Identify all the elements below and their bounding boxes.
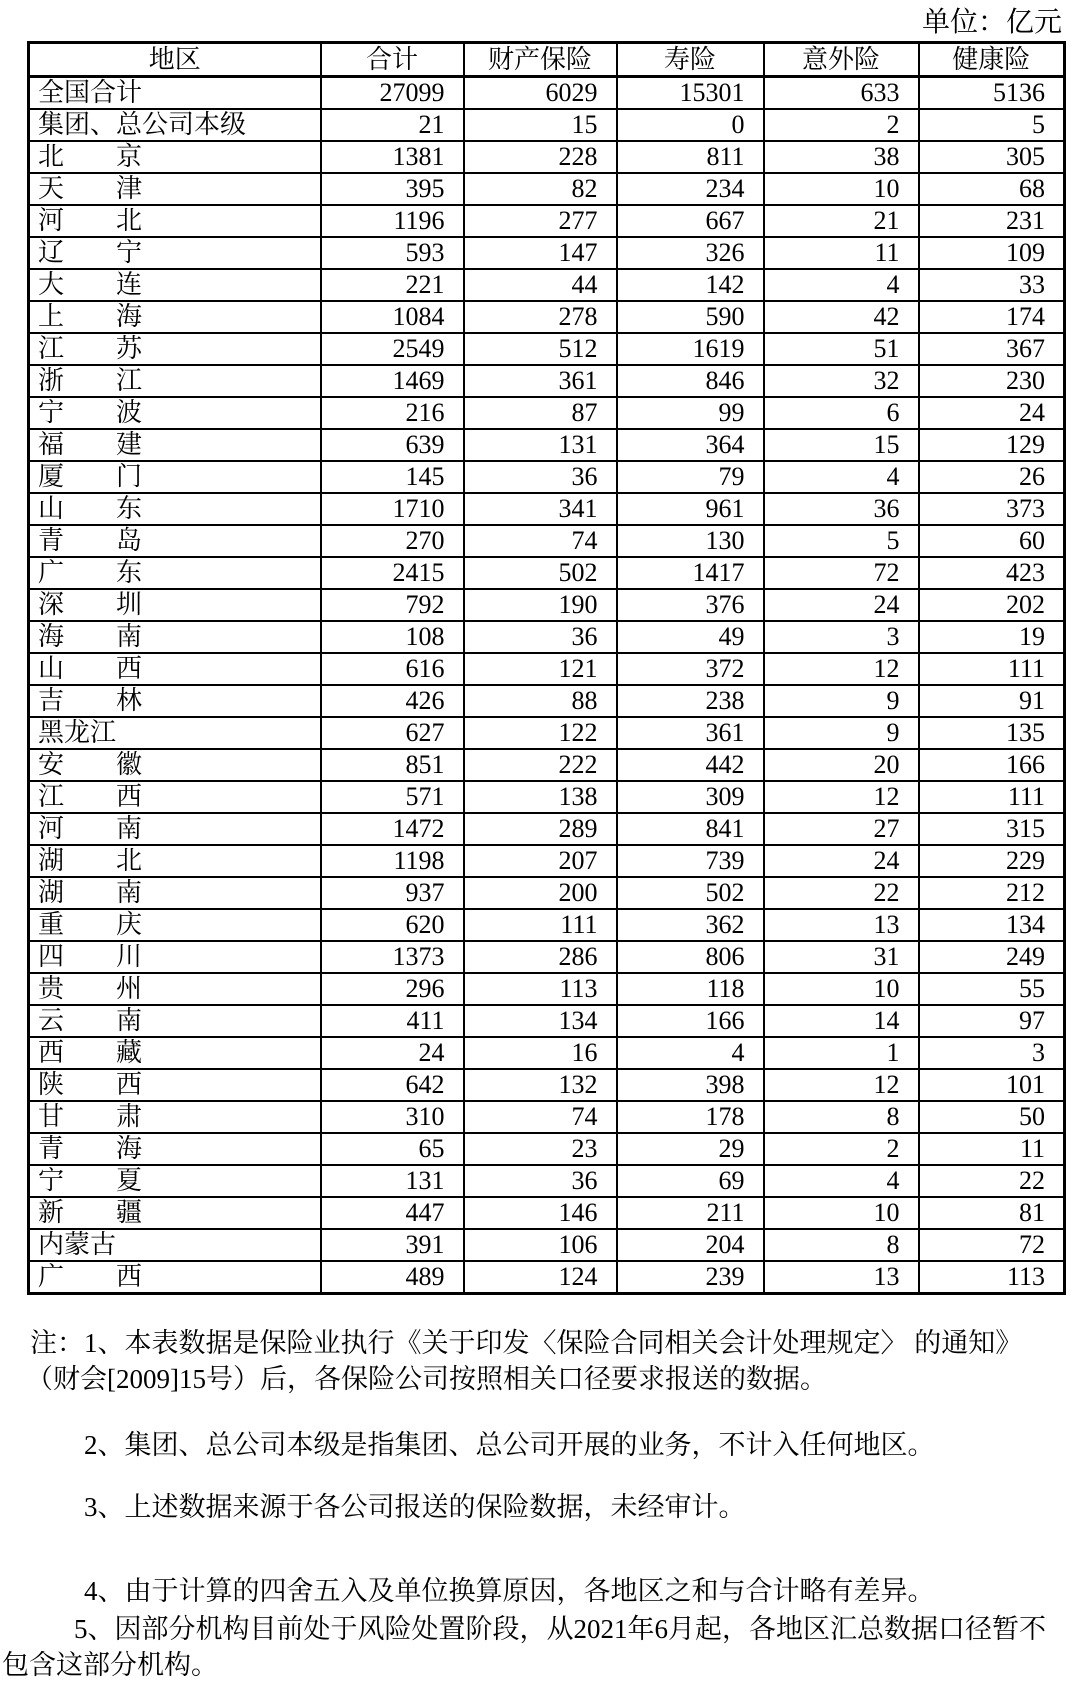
table-row bbox=[29, 397, 1065, 429]
column-header: 地区 bbox=[29, 43, 321, 77]
value-cell: 310 bbox=[321, 1101, 464, 1133]
region-cell: 河 南 bbox=[29, 813, 321, 845]
value-cell: 122 bbox=[464, 717, 617, 749]
value-cell: 74 bbox=[464, 525, 617, 557]
table-row bbox=[29, 493, 1065, 525]
value-cell: 118 bbox=[617, 973, 764, 1005]
value-cell: 6 bbox=[764, 397, 919, 429]
value-cell: 216 bbox=[321, 397, 464, 429]
value-cell: 202 bbox=[919, 589, 1065, 621]
region-cell: 陕 西 bbox=[29, 1069, 321, 1101]
value-cell: 447 bbox=[321, 1197, 464, 1229]
value-cell: 326 bbox=[617, 237, 764, 269]
note-line: （财会[2009]15号）后，各保险公司按照相关口径要求报送的数据。 bbox=[26, 1364, 827, 1394]
value-cell: 24 bbox=[764, 589, 919, 621]
region-cell: 广 东 bbox=[29, 557, 321, 589]
value-cell: 147 bbox=[464, 237, 617, 269]
value-cell: 134 bbox=[464, 1005, 617, 1037]
value-cell: 1 bbox=[764, 1037, 919, 1069]
region-cell: 宁 夏 bbox=[29, 1165, 321, 1197]
value-cell: 286 bbox=[464, 941, 617, 973]
value-cell: 68 bbox=[919, 173, 1065, 205]
value-cell: 207 bbox=[464, 845, 617, 877]
value-cell: 4 bbox=[617, 1037, 764, 1069]
value-cell: 851 bbox=[321, 749, 464, 781]
column-header: 健康险 bbox=[919, 43, 1065, 77]
value-cell: 395 bbox=[321, 173, 464, 205]
region-cell: 辽 宁 bbox=[29, 237, 321, 269]
region-cell: 吉 林 bbox=[29, 685, 321, 717]
value-cell: 616 bbox=[321, 653, 464, 685]
value-cell: 9 bbox=[764, 685, 919, 717]
region-cell: 天 津 bbox=[29, 173, 321, 205]
region-cell: 深 圳 bbox=[29, 589, 321, 621]
value-cell: 36 bbox=[464, 1165, 617, 1197]
value-cell: 23 bbox=[464, 1133, 617, 1165]
value-cell: 937 bbox=[321, 877, 464, 909]
value-cell: 270 bbox=[321, 525, 464, 557]
table-row bbox=[29, 173, 1065, 205]
value-cell: 502 bbox=[464, 557, 617, 589]
table-row bbox=[29, 621, 1065, 653]
table-row bbox=[29, 429, 1065, 461]
value-cell: 315 bbox=[919, 813, 1065, 845]
value-cell: 1472 bbox=[321, 813, 464, 845]
value-cell: 11 bbox=[919, 1133, 1065, 1165]
value-cell: 124 bbox=[464, 1261, 617, 1294]
note-line: 3、上述数据来源于各公司报送的保险数据，未经审计。 bbox=[84, 1492, 746, 1522]
value-cell: 82 bbox=[464, 173, 617, 205]
table-row bbox=[29, 141, 1065, 173]
region-cell: 江 苏 bbox=[29, 333, 321, 365]
value-cell: 130 bbox=[617, 525, 764, 557]
value-cell: 135 bbox=[919, 717, 1065, 749]
value-cell: 667 bbox=[617, 205, 764, 237]
region-cell: 青 岛 bbox=[29, 525, 321, 557]
value-cell: 91 bbox=[919, 685, 1065, 717]
note-line: 包含这部分机构。 bbox=[2, 1650, 218, 1680]
value-cell: 24 bbox=[321, 1037, 464, 1069]
value-cell: 11 bbox=[764, 237, 919, 269]
value-cell: 27 bbox=[764, 813, 919, 845]
table-row bbox=[29, 973, 1065, 1005]
value-cell: 372 bbox=[617, 653, 764, 685]
table-row bbox=[29, 1069, 1065, 1101]
note-line: 4、由于计算的四舍五入及单位换算原因，各地区之和与合计略有差异。 bbox=[84, 1576, 935, 1606]
region-cell: 全国合计 bbox=[29, 77, 321, 110]
value-cell: 27099 bbox=[321, 77, 464, 110]
column-header: 寿险 bbox=[617, 43, 764, 77]
region-cell: 山 西 bbox=[29, 653, 321, 685]
value-cell: 146 bbox=[464, 1197, 617, 1229]
value-cell: 108 bbox=[321, 621, 464, 653]
value-cell: 111 bbox=[919, 653, 1065, 685]
value-cell: 8 bbox=[764, 1229, 919, 1261]
value-cell: 620 bbox=[321, 909, 464, 941]
value-cell: 234 bbox=[617, 173, 764, 205]
table-row bbox=[29, 205, 1065, 237]
value-cell: 3 bbox=[764, 621, 919, 653]
table-row bbox=[29, 269, 1065, 301]
table-row bbox=[29, 749, 1065, 781]
value-cell: 361 bbox=[617, 717, 764, 749]
value-cell: 289 bbox=[464, 813, 617, 845]
value-cell: 29 bbox=[617, 1133, 764, 1165]
value-cell: 4 bbox=[764, 269, 919, 301]
table-row bbox=[29, 717, 1065, 749]
value-cell: 87 bbox=[464, 397, 617, 429]
value-cell: 20 bbox=[764, 749, 919, 781]
value-cell: 101 bbox=[919, 1069, 1065, 1101]
region-cell: 内蒙古 bbox=[29, 1229, 321, 1261]
table-body bbox=[29, 77, 1065, 1294]
table-row bbox=[29, 877, 1065, 909]
value-cell: 1417 bbox=[617, 557, 764, 589]
table-row bbox=[29, 557, 1065, 589]
value-cell: 12 bbox=[764, 653, 919, 685]
unit-label: 单位：亿元 bbox=[921, 7, 1062, 38]
value-cell: 12 bbox=[764, 781, 919, 813]
region-cell: 湖 北 bbox=[29, 845, 321, 877]
value-cell: 398 bbox=[617, 1069, 764, 1101]
table-row bbox=[29, 1165, 1065, 1197]
value-cell: 2415 bbox=[321, 557, 464, 589]
value-cell: 16 bbox=[464, 1037, 617, 1069]
value-cell: 811 bbox=[617, 141, 764, 173]
value-cell: 411 bbox=[321, 1005, 464, 1037]
region-cell: 浙 江 bbox=[29, 365, 321, 397]
region-cell: 厦 门 bbox=[29, 461, 321, 493]
value-cell: 278 bbox=[464, 301, 617, 333]
table-row bbox=[29, 653, 1065, 685]
value-cell: 134 bbox=[919, 909, 1065, 941]
value-cell: 174 bbox=[919, 301, 1065, 333]
value-cell: 113 bbox=[464, 973, 617, 1005]
value-cell: 15 bbox=[464, 109, 617, 141]
value-cell: 633 bbox=[764, 77, 919, 110]
value-cell: 50 bbox=[919, 1101, 1065, 1133]
table-row bbox=[29, 1037, 1065, 1069]
value-cell: 22 bbox=[919, 1165, 1065, 1197]
value-cell: 138 bbox=[464, 781, 617, 813]
table-row bbox=[29, 1101, 1065, 1133]
table-row bbox=[29, 845, 1065, 877]
region-cell: 贵 州 bbox=[29, 973, 321, 1005]
value-cell: 131 bbox=[464, 429, 617, 461]
value-cell: 132 bbox=[464, 1069, 617, 1101]
value-cell: 72 bbox=[919, 1229, 1065, 1261]
value-cell: 512 bbox=[464, 333, 617, 365]
value-cell: 502 bbox=[617, 877, 764, 909]
value-cell: 79 bbox=[617, 461, 764, 493]
value-cell: 239 bbox=[617, 1261, 764, 1294]
table-row bbox=[29, 461, 1065, 493]
region-cell: 重 庆 bbox=[29, 909, 321, 941]
table-row bbox=[29, 1133, 1065, 1165]
value-cell: 131 bbox=[321, 1165, 464, 1197]
value-cell: 361 bbox=[464, 365, 617, 397]
value-cell: 231 bbox=[919, 205, 1065, 237]
value-cell: 1381 bbox=[321, 141, 464, 173]
table-row bbox=[29, 685, 1065, 717]
value-cell: 204 bbox=[617, 1229, 764, 1261]
value-cell: 341 bbox=[464, 493, 617, 525]
value-cell: 44 bbox=[464, 269, 617, 301]
table-row bbox=[29, 301, 1065, 333]
value-cell: 145 bbox=[321, 461, 464, 493]
region-cell: 河 北 bbox=[29, 205, 321, 237]
value-cell: 639 bbox=[321, 429, 464, 461]
value-cell: 426 bbox=[321, 685, 464, 717]
value-cell: 590 bbox=[617, 301, 764, 333]
value-cell: 5136 bbox=[919, 77, 1065, 110]
value-cell: 627 bbox=[321, 717, 464, 749]
table-row bbox=[29, 813, 1065, 845]
value-cell: 238 bbox=[617, 685, 764, 717]
value-cell: 222 bbox=[464, 749, 617, 781]
value-cell: 1196 bbox=[321, 205, 464, 237]
region-cell: 黑龙江 bbox=[29, 717, 321, 749]
value-cell: 5 bbox=[919, 109, 1065, 141]
value-cell: 249 bbox=[919, 941, 1065, 973]
region-cell: 广 西 bbox=[29, 1261, 321, 1294]
value-cell: 305 bbox=[919, 141, 1065, 173]
value-cell: 230 bbox=[919, 365, 1065, 397]
value-cell: 26 bbox=[919, 461, 1065, 493]
value-cell: 166 bbox=[617, 1005, 764, 1037]
note-line: 2、集团、总公司本级是指集团、总公司开展的业务，不计入任何地区。 bbox=[84, 1430, 935, 1460]
value-cell: 121 bbox=[464, 653, 617, 685]
table-row bbox=[29, 1229, 1065, 1261]
value-cell: 10 bbox=[764, 173, 919, 205]
value-cell: 423 bbox=[919, 557, 1065, 589]
value-cell: 88 bbox=[464, 685, 617, 717]
value-cell: 6029 bbox=[464, 77, 617, 110]
value-cell: 376 bbox=[617, 589, 764, 621]
value-cell: 2 bbox=[764, 109, 919, 141]
value-cell: 296 bbox=[321, 973, 464, 1005]
value-cell: 1710 bbox=[321, 493, 464, 525]
value-cell: 19 bbox=[919, 621, 1065, 653]
value-cell: 13 bbox=[764, 909, 919, 941]
value-cell: 36 bbox=[764, 493, 919, 525]
value-cell: 65 bbox=[321, 1133, 464, 1165]
value-cell: 362 bbox=[617, 909, 764, 941]
table-row bbox=[29, 589, 1065, 621]
value-cell: 642 bbox=[321, 1069, 464, 1101]
value-cell: 9 bbox=[764, 717, 919, 749]
value-cell: 129 bbox=[919, 429, 1065, 461]
note-line: 注：1、本表数据是保险业执行《关于印发〈保险合同相关会计处理规定〉 的通知》 bbox=[30, 1328, 1023, 1358]
region-cell: 四 川 bbox=[29, 941, 321, 973]
value-cell: 277 bbox=[464, 205, 617, 237]
value-cell: 211 bbox=[617, 1197, 764, 1229]
value-cell: 228 bbox=[464, 141, 617, 173]
value-cell: 0 bbox=[617, 109, 764, 141]
value-cell: 593 bbox=[321, 237, 464, 269]
value-cell: 49 bbox=[617, 621, 764, 653]
value-cell: 60 bbox=[919, 525, 1065, 557]
value-cell: 32 bbox=[764, 365, 919, 397]
value-cell: 24 bbox=[764, 845, 919, 877]
value-cell: 74 bbox=[464, 1101, 617, 1133]
value-cell: 841 bbox=[617, 813, 764, 845]
region-cell: 大 连 bbox=[29, 269, 321, 301]
value-cell: 846 bbox=[617, 365, 764, 397]
region-cell: 福 建 bbox=[29, 429, 321, 461]
region-cell: 山 东 bbox=[29, 493, 321, 525]
value-cell: 111 bbox=[919, 781, 1065, 813]
value-cell: 21 bbox=[764, 205, 919, 237]
table-header-row bbox=[29, 43, 1065, 77]
table-row bbox=[29, 781, 1065, 813]
table-row bbox=[29, 525, 1065, 557]
value-cell: 806 bbox=[617, 941, 764, 973]
value-cell: 961 bbox=[617, 493, 764, 525]
column-header: 意外险 bbox=[764, 43, 919, 77]
value-cell: 1084 bbox=[321, 301, 464, 333]
value-cell: 142 bbox=[617, 269, 764, 301]
value-cell: 373 bbox=[919, 493, 1065, 525]
region-cell: 安 徽 bbox=[29, 749, 321, 781]
region-cell: 青 海 bbox=[29, 1133, 321, 1165]
value-cell: 38 bbox=[764, 141, 919, 173]
value-cell: 55 bbox=[919, 973, 1065, 1005]
value-cell: 1373 bbox=[321, 941, 464, 973]
table-row bbox=[29, 237, 1065, 269]
value-cell: 10 bbox=[764, 973, 919, 1005]
value-cell: 13 bbox=[764, 1261, 919, 1294]
value-cell: 4 bbox=[764, 461, 919, 493]
value-cell: 442 bbox=[617, 749, 764, 781]
region-cell: 西 藏 bbox=[29, 1037, 321, 1069]
table-row bbox=[29, 909, 1065, 941]
region-cell: 新 疆 bbox=[29, 1197, 321, 1229]
region-cell: 甘 肃 bbox=[29, 1101, 321, 1133]
value-cell: 109 bbox=[919, 237, 1065, 269]
value-cell: 364 bbox=[617, 429, 764, 461]
value-cell: 367 bbox=[919, 333, 1065, 365]
value-cell: 391 bbox=[321, 1229, 464, 1261]
value-cell: 221 bbox=[321, 269, 464, 301]
region-cell: 海 南 bbox=[29, 621, 321, 653]
value-cell: 81 bbox=[919, 1197, 1065, 1229]
value-cell: 309 bbox=[617, 781, 764, 813]
table-row bbox=[29, 1005, 1065, 1037]
value-cell: 4 bbox=[764, 1165, 919, 1197]
value-cell: 22 bbox=[764, 877, 919, 909]
value-cell: 10 bbox=[764, 1197, 919, 1229]
value-cell: 14 bbox=[764, 1005, 919, 1037]
value-cell: 36 bbox=[464, 621, 617, 653]
value-cell: 212 bbox=[919, 877, 1065, 909]
table-row bbox=[29, 109, 1065, 141]
region-cell: 湖 南 bbox=[29, 877, 321, 909]
value-cell: 2549 bbox=[321, 333, 464, 365]
value-cell: 99 bbox=[617, 397, 764, 429]
value-cell: 792 bbox=[321, 589, 464, 621]
region-cell: 北 京 bbox=[29, 141, 321, 173]
value-cell: 69 bbox=[617, 1165, 764, 1197]
column-header: 合计 bbox=[321, 43, 464, 77]
value-cell: 33 bbox=[919, 269, 1065, 301]
value-cell: 489 bbox=[321, 1261, 464, 1294]
table-row bbox=[29, 941, 1065, 973]
value-cell: 72 bbox=[764, 557, 919, 589]
table-row bbox=[29, 333, 1065, 365]
region-cell: 江 西 bbox=[29, 781, 321, 813]
value-cell: 111 bbox=[464, 909, 617, 941]
value-cell: 113 bbox=[919, 1261, 1065, 1294]
table-row bbox=[29, 1261, 1065, 1294]
value-cell: 1198 bbox=[321, 845, 464, 877]
region-cell: 云 南 bbox=[29, 1005, 321, 1037]
notes-section bbox=[0, 1325, 1080, 1683]
value-cell: 8 bbox=[764, 1101, 919, 1133]
value-cell: 31 bbox=[764, 941, 919, 973]
region-cell: 宁 波 bbox=[29, 397, 321, 429]
table-row bbox=[29, 77, 1065, 110]
region-cell: 集团、总公司本级 bbox=[29, 109, 321, 141]
value-cell: 739 bbox=[617, 845, 764, 877]
value-cell: 106 bbox=[464, 1229, 617, 1261]
value-cell: 1619 bbox=[617, 333, 764, 365]
value-cell: 21 bbox=[321, 109, 464, 141]
value-cell: 1469 bbox=[321, 365, 464, 397]
note-line: 5、因部分机构目前处于风险处置阶段，从2021年6月起，各地区汇总数据口径暂不 bbox=[74, 1614, 1046, 1644]
value-cell: 36 bbox=[464, 461, 617, 493]
value-cell: 178 bbox=[617, 1101, 764, 1133]
table-row bbox=[29, 1197, 1065, 1229]
value-cell: 42 bbox=[764, 301, 919, 333]
table-row bbox=[29, 365, 1065, 397]
value-cell: 5 bbox=[764, 525, 919, 557]
value-cell: 51 bbox=[764, 333, 919, 365]
region-cell: 上 海 bbox=[29, 301, 321, 333]
value-cell: 3 bbox=[919, 1037, 1065, 1069]
value-cell: 190 bbox=[464, 589, 617, 621]
value-cell: 15301 bbox=[617, 77, 764, 110]
value-cell: 24 bbox=[919, 397, 1065, 429]
value-cell: 97 bbox=[919, 1005, 1065, 1037]
column-header: 财产保险 bbox=[464, 43, 617, 77]
value-cell: 2 bbox=[764, 1133, 919, 1165]
value-cell: 200 bbox=[464, 877, 617, 909]
value-cell: 229 bbox=[919, 845, 1065, 877]
value-cell: 15 bbox=[764, 429, 919, 461]
value-cell: 166 bbox=[919, 749, 1065, 781]
value-cell: 571 bbox=[321, 781, 464, 813]
value-cell: 12 bbox=[764, 1069, 919, 1101]
insurance-premium-table bbox=[27, 41, 1066, 1295]
